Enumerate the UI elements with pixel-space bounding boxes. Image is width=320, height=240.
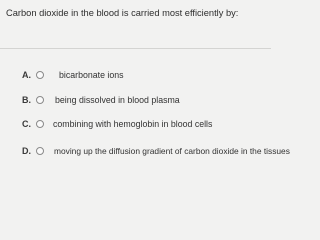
radio-button-d[interactable] [36, 147, 44, 155]
option-letter-b: B. [22, 95, 31, 105]
question-text: Carbon dioxide in the blood is carried most efficiently by: [6, 8, 239, 18]
option-text-b: being dissolved in blood plasma [55, 95, 180, 105]
option-text-d: moving up the diffusion gradient of carbon dioxide in the tissues [54, 146, 290, 156]
answer-option-b[interactable] [0, 93, 271, 107]
option-letter-c: C. [22, 119, 31, 129]
option-text-c: combining with hemoglobin in blood cells [53, 119, 213, 129]
radio-button-b[interactable] [36, 96, 44, 104]
option-letter-a: A. [22, 70, 31, 80]
divider [0, 48, 271, 49]
answer-option-c[interactable] [0, 117, 271, 131]
radio-button-a[interactable] [36, 71, 44, 79]
option-letter-d: D. [22, 146, 31, 156]
answer-option-d[interactable] [0, 144, 290, 158]
option-text-a: bicarbonate ions [59, 70, 124, 80]
answer-option-a[interactable] [0, 68, 271, 82]
radio-button-c[interactable] [36, 120, 44, 128]
